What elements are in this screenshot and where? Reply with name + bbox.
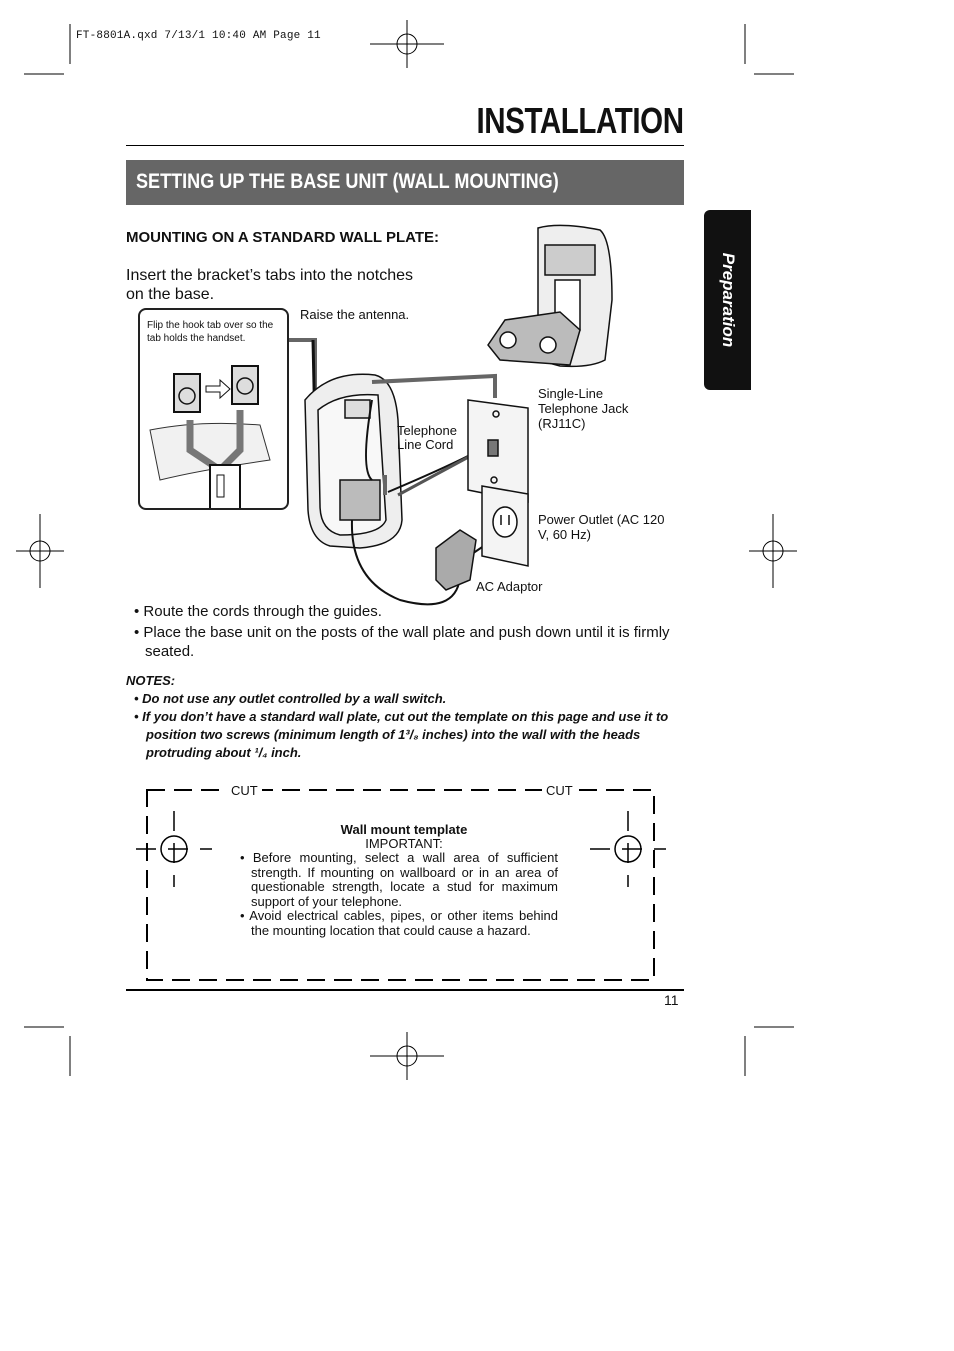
note-item: • Do not use any outlet controlled by a wall switch. <box>134 691 447 706</box>
template-instructions <box>240 851 558 938</box>
template-title: Wall mount template <box>340 822 468 837</box>
cut-label-left: CUT <box>227 783 262 798</box>
template-important: IMPORTANT: <box>365 836 443 851</box>
subheading: MOUNTING ON A STANDARD WALL PLATE: <box>126 229 440 246</box>
notes-heading: NOTES: <box>126 673 176 688</box>
bullet-item: • Place the base unit on the posts of the wall plate and push down until it is firmly seated. <box>134 624 670 660</box>
note-item: • If you don’t have a standard wall plate, cut out the template on this page and use it to position two screws (minimum length of 1³/₈ inches) into the wall with the heads protruding about ¹/₄ inch. <box>134 709 669 760</box>
template-item: • Before mounting, select a wall area of sufficient strength. If mounting on wallboard or in an area of questionable strength, locate a stud for maximum support of your telephone. <box>240 850 558 909</box>
telephone-line-cord-label: Telephone Line Cord <box>397 423 457 452</box>
bullet-item: • Route the cords through the guides. <box>134 603 382 620</box>
power-outlet-label: Power Outlet (AC 120 V, 60 Hz) <box>538 512 665 542</box>
file-info-header: FT-8801A.qxd 7/13/1 10:40 AM Page 11 <box>76 30 321 42</box>
ac-adaptor-label: AC Adaptor <box>476 579 543 594</box>
section-title: SETTING UP THE BASE UNIT (WALL MOUNTING) <box>136 170 559 193</box>
hook-tab-note: Flip the hook tab over so the tab holds the handset. <box>147 320 274 344</box>
page-number: 11 <box>664 992 679 1008</box>
footer-rule <box>126 989 684 991</box>
single-line-jack-label: Single-Line Telephone Jack (RJ11C) <box>538 386 629 431</box>
raise-antenna-label: Raise the antenna. <box>300 307 410 322</box>
intro-text: Insert the bracket’s tabs into the notches on the base. <box>126 267 413 303</box>
template-item: • Avoid electrical cables, pipes, or other items behind the mounting location that could cause a hazard. <box>240 908 558 938</box>
side-tab-label: Preparation <box>718 252 738 348</box>
cut-label-right: CUT <box>542 783 577 798</box>
page-title: INSTALLATION <box>476 100 684 141</box>
